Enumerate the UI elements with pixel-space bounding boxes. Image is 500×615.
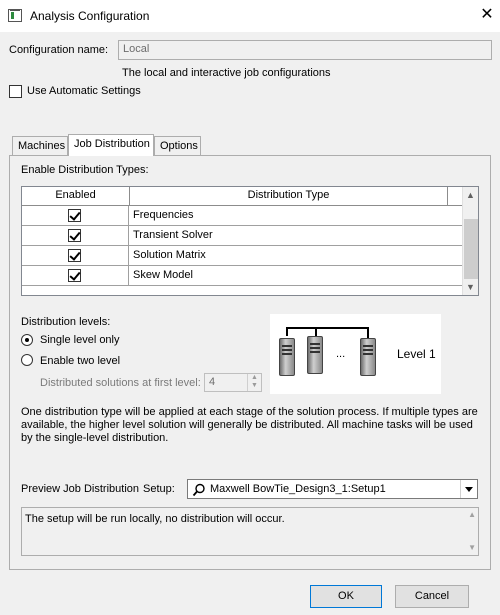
column-header-enabled[interactable]: Enabled <box>22 187 130 205</box>
distribution-type-name: Solution Matrix <box>133 249 206 261</box>
config-description: The local and interactive job configurations <box>122 67 331 79</box>
auto-settings-label[interactable]: Use Automatic Settings <box>27 85 141 97</box>
scrollbar-thumb[interactable] <box>464 219 478 279</box>
setup-value: Maxwell BowTie_Design3_1:Setup1 <box>210 483 386 495</box>
config-name-field <box>118 40 492 60</box>
tab-options[interactable] <box>154 136 201 156</box>
preview-message: The setup will be run locally, no distribution will occur. <box>25 513 285 525</box>
ok-button[interactable]: OK <box>310 585 382 608</box>
two-level-radio[interactable] <box>21 354 33 366</box>
magnifier-icon <box>192 483 206 497</box>
enabled-checkbox-transient-solver[interactable] <box>68 229 81 242</box>
app-window-icon <box>8 9 22 22</box>
grid-header <box>22 187 462 206</box>
column-header-distribution-type[interactable]: Distribution Type <box>130 187 448 205</box>
message-scroll-down-icon: ▼ <box>468 543 476 552</box>
preview-message-box <box>21 507 479 556</box>
tab-job-distribution[interactable] <box>68 134 154 156</box>
tab-machines-label: Machines <box>18 140 66 152</box>
grid-scrollbar[interactable] <box>462 187 478 295</box>
enabled-cell <box>22 206 129 225</box>
auto-settings-checkbox[interactable] <box>9 85 22 98</box>
distribution-types-grid <box>21 186 479 296</box>
distribution-types-label: Enable Distribution Types: <box>21 164 149 176</box>
tab-machines[interactable] <box>12 136 68 156</box>
single-level-label[interactable]: Single level only <box>40 334 120 346</box>
stepper-down-icon: ▼ <box>251 382 258 389</box>
enabled-cell <box>22 266 129 285</box>
table-row[interactable] <box>22 206 462 226</box>
distribution-type-name: Skew Model <box>133 269 193 281</box>
stepper-up-icon: ▲ <box>251 374 258 381</box>
preview-label: Preview Job Distribution <box>21 483 139 495</box>
table-row[interactable] <box>22 226 462 246</box>
config-name-value: Local <box>123 43 150 55</box>
tab-job-distribution-label: Job Distribution <box>74 138 150 150</box>
first-level-value: 4 <box>209 376 216 388</box>
enabled-checkbox-skew-model[interactable] <box>68 269 81 282</box>
enabled-checkbox-frequencies[interactable] <box>68 209 81 222</box>
table-row[interactable] <box>22 246 462 266</box>
setup-select[interactable] <box>187 479 478 499</box>
title-bar <box>0 0 500 32</box>
enabled-cell <box>22 246 129 265</box>
message-scroll-up-icon: ▲ <box>468 510 476 519</box>
single-level-radio[interactable] <box>21 334 33 346</box>
scroll-up-icon[interactable]: ▲ <box>466 190 475 200</box>
diagram-level-label: Level 1 <box>397 347 436 361</box>
first-level-label: Distributed solutions at first level: <box>40 377 201 389</box>
server-icon <box>360 338 376 376</box>
distribution-levels-label: Distribution levels: <box>21 316 111 328</box>
server-icon <box>307 336 323 374</box>
distribution-diagram <box>270 314 441 394</box>
two-level-label[interactable]: Enable two level <box>40 355 121 367</box>
table-row[interactable] <box>22 266 462 286</box>
diagram-ellipsis: ... <box>336 348 346 360</box>
distribution-type-name: Transient Solver <box>133 229 213 241</box>
first-level-stepper <box>204 373 262 392</box>
chevron-down-icon[interactable] <box>460 480 477 498</box>
stepper-buttons <box>247 374 261 391</box>
distribution-explanation: One distribution type will be applied at each stage of the solution process. If multiple types are available, the higher level solution will generally be distributed. All machine tasks will be used by the single-level distribution. <box>21 406 478 444</box>
close-icon[interactable]: ✕ <box>480 6 494 23</box>
window-title: Analysis Configuration <box>30 9 150 23</box>
scroll-down-icon[interactable]: ▼ <box>466 282 475 292</box>
setup-label: Setup: <box>143 483 175 495</box>
enabled-checkbox-solution-matrix[interactable] <box>68 249 81 262</box>
tab-options-label: Options <box>160 140 198 152</box>
cancel-button[interactable]: Cancel <box>395 585 469 608</box>
server-icon <box>279 338 295 376</box>
config-name-label: Configuration name: <box>9 44 109 56</box>
distribution-type-name: Frequencies <box>133 209 194 221</box>
enabled-cell <box>22 226 129 245</box>
